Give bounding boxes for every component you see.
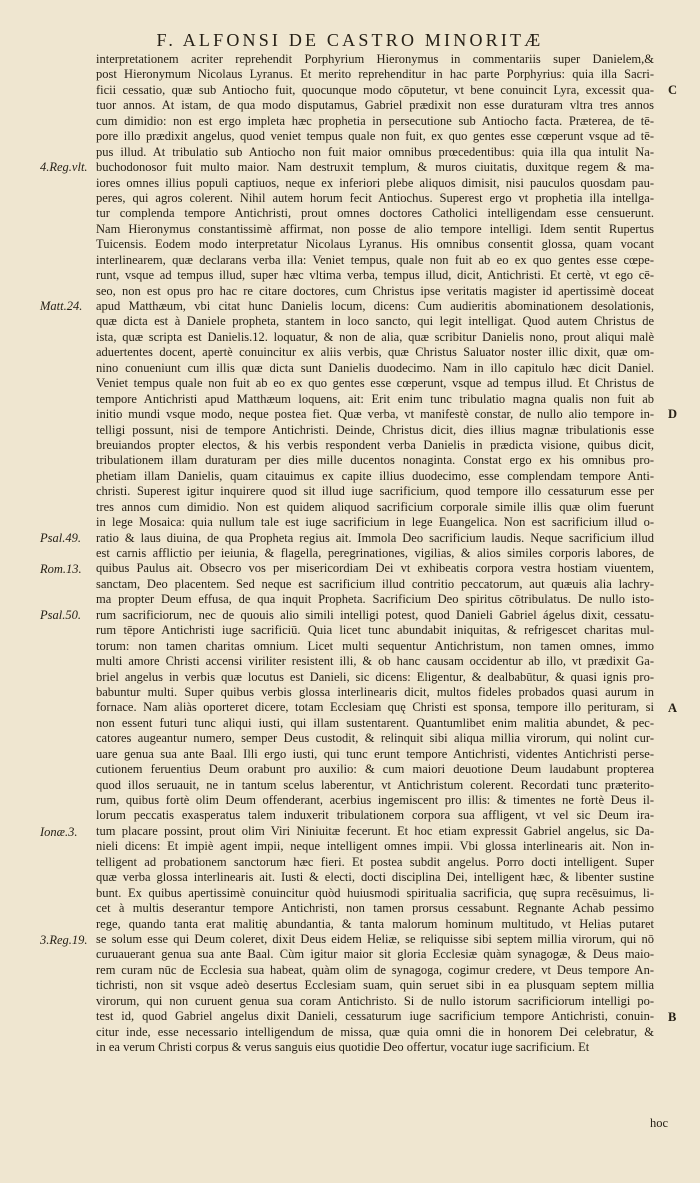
margin-reference: Psal.50. (40, 608, 81, 623)
text-line: test id, quod Gabriel angelus dixit Danieli, cessaturum iuge sacrificium tempore Antichristi, conuin- (96, 1009, 654, 1024)
text-line: rum sacrificiorum, nec de quouis alio simili intelligi potest, quod Danieli Gabriel ágelus dixit, cessatu- (96, 607, 654, 622)
margin-reference: 4.Reg.vlt. (40, 160, 88, 175)
text-line: phetiam illam Danielis, quam citauimus ex capite illius duodecimo, esse complendam tempore Anti- (96, 468, 654, 483)
text-line: rege, quando tanta erat malitię abundantia, & tanta malorum hominum multitudo, vt Helias putaret (96, 916, 654, 931)
text-line: Nam Hieronymus constantissimè affirmat, non posse de alio tempore intelligi. Idem sentit Rupertus (96, 221, 654, 236)
text-line: tempore Antichristi apud Matthæum loquens, ait: Erit enim tunc tribulatio magna qualis non fuit ab (96, 391, 654, 406)
text-line: rum tēpore Antichristi iuge sacrificiū. Quia licet tunc abundabit iniquitas, & refrigescet charitas mul- (96, 623, 654, 638)
text-line: rem curam nūc de Ecclesia sua habeat, quàm olim de synagoga, cogimur credere, vt Deus tempore An- (96, 962, 654, 977)
text-line: in lege Mosaica: quia nullum tale est iuge sacrificium in lege Euangelica. Non est sacrificium illud o- (96, 515, 654, 530)
text-line: quæ verba glossa interlinearis ait. Iusti & electi, docti disciplina Dei, intelligent hæc, & libenter sustine (96, 870, 654, 885)
text-line: ratio & laus diuina, de qua Propheta regius ait. Immola Deo sacrificium laudis. Neque sacrificium illud (96, 530, 654, 545)
text-line: buchodonosor fuit multo maior. Nam destruxit templum, & muros ciuitatis, duxitque regem & ma- (96, 160, 654, 175)
text-line: cutionem feruentius Deum orabunt pro auxilio: & cum maiori deuotione Deum laudabunt propterea (96, 762, 654, 777)
text-line: virorum, qui non curuent genua sua coram Antichristo. Si de nullo istorum sacrificiorum intelligi po- (96, 993, 654, 1008)
text-line: quæ dicta est à Daniele propheta, stantem in loco sancto, qui legit intelligat. Quod autem Christus de (96, 314, 654, 329)
text-line: apud Matthæum, vbi citat hunc Danielis locum, dicens: Cum audieritis abominationem desolationis, (96, 299, 654, 313)
text-line: tres annos cum dimidio. Non est quidem aliquod sacrificium corporale simile illis quæ olim fuerunt (96, 499, 654, 514)
text-line: post Hieronymum Nicolaus Lyranus. Et merito reprehenditur in hac parte Porphyrius: quia illa Sacri- (96, 67, 654, 82)
text-line: iores omnes illius populi captiuos, neque ex inferiori plebe aliquos dimisit, nisi pauculos quosdam pau- (96, 175, 654, 190)
text-line: tur complenda tempore Antichristi, prout omnes doctores Catholici intelligendam esse censuerunt. (96, 206, 654, 221)
margin-reference: Psal.49. (40, 530, 81, 545)
text-line: non essent futuri tunc aliqui iusti, qui illam sustentarent. Quantumlibet enim malitia abundet, & pec- (96, 715, 654, 730)
text-line: nieli dicens: Et impiè agent impii, neque intelligent omnes impii. Vbi glossa interlinearis ait. Non in- (96, 839, 654, 854)
text-line: tichristi, non sit vsque adeò desertus Ecclesiam suam, quin seruet sibi in ea plusquam septem millia (96, 978, 654, 993)
text-line: cet à multis deserantur tempore Antichristi, non tamen prorsus cessabunt. Regnante Achab pessimo (96, 901, 654, 916)
text-line: catores augeantur numero, semper Deus custodit, & relinquit sibi aliqua millia virorum, qui nolint cur- (96, 731, 654, 746)
text-line: Veniet tempus quale non fuit ab eo ex quo gentes esse cœperunt, vsque ad tempus illud. Et Christus de (96, 376, 654, 391)
text-line: tum placare possint, prout olim Viri Niniuitæ fecerunt. Et hoc etiam expressit Gabriel angelus, sic Da- (96, 823, 654, 838)
running-header: F. ALFONSI DE CASTRO MINORITÆ (156, 30, 544, 50)
text-line: telligent ad probationem sanctorum hæc fieri. Et postea subdit angelus. Porro docti intelligent. Super (96, 854, 654, 869)
text-line: rum, quibus fortè olim Deum offenderant, acerbius ingemiscent pro illis: & timentes ne fortè Deus il- (96, 793, 654, 807)
text-line: ista, quæ scripta est Danielis.12. loquatur, & non de alia, quæ scribitur Danielis nono, prout aliqui malè (96, 329, 654, 344)
text-line: citur inde, esse necessario intelligendum de missa, quæ quia omni die in honorem Dei celebratur, & (96, 1024, 654, 1039)
text-line: interlinearem, quæ declarans verba illa: Veniet tempus, quale non fuit ab eo ex quo gentes esse cœpe- (96, 252, 654, 267)
text-line: Tuicensis. Eodem modo interpretatur Nicolaus Lyranus. His omnibus consentit glossa, quam vocant (96, 237, 654, 252)
text-line: pus illud. At tribulatio sub Antiocho non fuit maior omnibus prœcedentibus: quia illa qua intulit Na- (96, 144, 654, 159)
text-line: est carnis afflictio per ieiunia, & flagella, peregrinationes, vigilias, & alios similes corporis labores, de (96, 546, 654, 560)
text-line: in ea verum Christi corpus & verus sanguis eius quotidie Deo offertur, vocatur iuge sacrificium. Et (96, 1040, 590, 1054)
text-line: tuor annos. At istam, de qua modo disputamus, Gabriel prædixit non esse duraturam vltra tres annos (96, 98, 654, 113)
text-line: initio mundi vsque modo, neque postea fiet. Quæ verba, vt manifestè constar, de nullo alio tempore in- (96, 407, 654, 422)
margin-reference: Ionæ.3. (40, 824, 78, 839)
text-line: quod illos seruauit, ne in tantum scelus laberentur, vt Antichristum colerent. Recordati tunc præterito- (96, 777, 654, 792)
text-line: se solum esse qui Deum coleret, dixit Deus eidem Heliæ, se reliquisse sibi septem millia virorum, qui nō (96, 931, 654, 946)
margin-reference: 3.Reg.19. (40, 932, 88, 947)
text-line: curuauerant genua sua ante Baal. Cùm igitur maior sit gloria Ecclesiæ quàm synagogæ, & Deus maio- (96, 947, 654, 962)
text-line: multi amore Christi accensi viriliter resistent illi, & ob hanc causam occidentur ab illo, vt prædixit Ga- (96, 654, 654, 669)
text-line: torum: non tamen charitas omnium. Licet multi sequentur Antichristum, non tamen omnes, immo (96, 638, 654, 653)
text-line: seo, non est opus pro hac re citare doctores, cum Christus ipse veritatis magister id apertissimè doceat (96, 283, 654, 298)
text-line: lorum peccatis exasperatus talem induxerit tribulationem corpora sua affligent, vt vel sic Deum ira- (96, 808, 654, 823)
text-line: bunt. Ex quibus apertissimè conuincitur quòd huiusmodi spiritualia sacrificia, quę supra recēsuimus, li- (96, 885, 654, 900)
section-letter: B (668, 1009, 677, 1024)
text-line: cum dimidio: non est ergo impleta hæc prophetia in persecutione sub Antiocho facta. Præterea, de tē- (96, 113, 654, 128)
catchword: hoc (649, 1116, 668, 1130)
margin-reference: Matt.24. (40, 299, 83, 314)
text-line: interpretationem acriter reprehendit Porphyrium Hieronymus in commentariis super Danielem,& (96, 52, 654, 66)
text-line: breuiandos propter electos, & his verbis respondent verba Danielis in prædicta visione, quibus dicit, (96, 437, 654, 452)
text-line: ma propter Deum effusa, de qua inquit Propheta. Sacrificium Deo spiritus cōtribulatus. De nullo isto- (96, 592, 654, 607)
text-line: fornace. Nam aliàs oporteret dicere, totam Ecclesiam quę Christi est sponsa, tempore illo perituram, si (96, 700, 654, 715)
margin-reference: Rom.13. (40, 561, 82, 576)
text-line: tribulationem illam duraturam per dies mille ducentos nonaginta. Constat ergo ex his omnibus pro- (96, 453, 654, 468)
text-line: aduertentes docent, apertè conuincitur ex aliis verbis, quæ Christus Saluator noster illic dixit, quæ om- (96, 345, 654, 360)
text-line: peres, qui agros colerent. Nihil autem horum fecit Antiochus. Superest ergo vt prophetia illa intellga- (96, 190, 654, 205)
text-line: uare genua sua ante Baal. Illi ergo iusti, qui tunc erunt tempore Antichristi, videntes Antichristi perse- (96, 746, 654, 761)
text-line: quibus Paulus ait. Obsecro vos per misericordiam Dei vt exhibeatis corpora vestra hostiam viuentem, (96, 561, 654, 576)
section-letter: D (668, 407, 678, 422)
text-line: runt, vsque ad tempus illud, super hæc vltima verba, tempus illud, dicit, Antichristi. Et certè, vt ego cē- (96, 268, 654, 283)
text-line: christi. Superest igitur inquirere quod sit illud iuge sacrificium, quod tempore illo cessaturum esse per (96, 484, 654, 499)
section-letter: A (668, 700, 678, 715)
text-line: nino conueniunt cum illis quæ dicta sunt Danielis duodecimo. Nam in illo capitulo hæc dicit Daniel. (96, 360, 654, 375)
text-line: babuntur multi. Super quibus verbis glossa interlinearis dicit, multos fideles probados quasi aurum in (96, 684, 654, 699)
text-line: pore illo prædixit angelus, quod veniet tempus quale non fuit, ex quo gentes esse cœperunt vsque ad tē- (96, 129, 654, 144)
text-line: ficii cessatio, quæ sub Antiocho fuit, quocunque modo cōputetur, vt bene conuincit Lyra, excessit qua- (96, 82, 654, 97)
section-letter: C (668, 82, 678, 97)
text-line: briel angelus in verbis quæ locutus est Danieli, sic dicens: Eligentur, & dealbabūtur, & quasi ignis pro- (96, 669, 654, 684)
text-line: sanctam, Deo placentem. Sed neque est sacrificium illud contritio peccatorum, aut quæuis alia lachry- (96, 576, 654, 591)
text-line: telligi possunt, nisi de tempore Antichristi. Deinde, Christus dicit, dies illius magnæ tribulationis esse (96, 422, 654, 437)
text-body (96, 52, 654, 1055)
